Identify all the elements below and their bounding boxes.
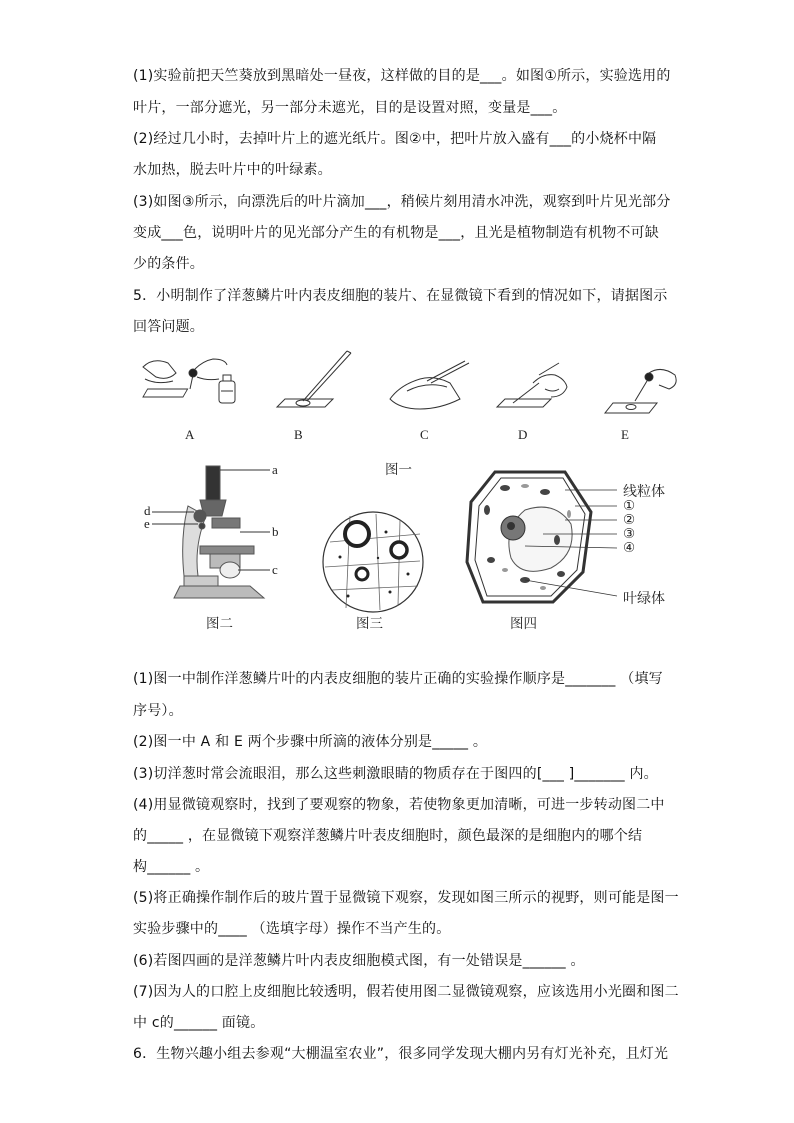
step-label-e: E <box>621 427 629 442</box>
microscope-label-d: d <box>144 503 151 518</box>
microscope-label-b: b <box>272 524 279 539</box>
q6-line1: 6．生物兴趣小组去参观“大棚温室农业”，很多同学发现大棚内另有灯光补充，且灯光 <box>133 1046 669 1062</box>
q5-intro-line1: 5．小明制作了洋葱鳞片叶内表皮细胞的装片、在显微镜下看到的情况如下，请据图示 <box>133 288 668 304</box>
q5-6: (6)若图四画的是洋葱鳞片叶内表皮细胞模式图，有一处错误是______ 。 <box>133 953 585 969</box>
q5-4-line1: (4)用显微镜观察时，找到了要观察的物象，若使物象更加清晰，可进一步转动图二中 <box>133 797 665 813</box>
q4-1-line2: 叶片，一部分遮光，另一部分未遮光，目的是设置对照，变量是___。 <box>133 100 567 116</box>
q5-5-line2: 实验步骤中的____ （选填字母）操作不当产生的。 <box>133 921 451 937</box>
q4-1-line1: (1)实验前把天竺葵放到黑暗处一昼夜，这样做的目的是___。如图①所示，实验选用的 <box>133 68 671 84</box>
label-mitochondria: 线粒体 <box>623 484 665 500</box>
step-label-a: A <box>185 427 195 442</box>
label-structure-2: ② <box>623 512 636 528</box>
step-label-c: C <box>420 427 429 442</box>
plant-cell-drawing <box>465 470 705 610</box>
q5-5-line1: (5)将正确操作制作后的玻片置于显微镜下观察，发现如图三所示的视野，则可能是图一 <box>133 890 679 906</box>
step-b-illustration <box>277 351 351 407</box>
q5-intro-line2: 回答问题。 <box>133 319 204 335</box>
step-e-illustration <box>605 369 676 413</box>
figure-3 <box>320 512 430 612</box>
label-structure-4: ④ <box>623 540 636 556</box>
figure-1 <box>135 345 695 455</box>
figure-4-caption: 图四 <box>510 616 537 632</box>
field-of-view-drawing <box>320 512 430 612</box>
microscope-label-a: a <box>272 462 278 477</box>
q4-3-line1: (3)如图③所示，向漂洗后的叶片滴加___，稍候片刻用清水冲洗，观察到叶片见光部分 <box>133 194 671 210</box>
figure-1-drawing <box>135 345 695 455</box>
q4-3-line3: 少的条件。 <box>133 256 204 272</box>
step-label-d: D <box>518 427 528 442</box>
step-a-illustration <box>143 359 235 403</box>
microscope-label-e: e <box>144 516 150 531</box>
figure-2-caption: 图二 <box>206 616 233 632</box>
figure-3-caption: 图三 <box>356 616 383 632</box>
q4-3-line2: 变成___色，说明叶片的见光部分产生的有机物是___，且光是植物制造有机物不可缺 <box>133 225 659 241</box>
label-structure-1: ① <box>623 498 636 514</box>
label-structure-3: ③ <box>623 526 636 542</box>
q4-2-line1: (2)经过几小时，去掉叶片上的遮光纸片。图②中，把叶片放入盛有___的小烧杯中隔 <box>133 131 657 147</box>
step-c-illustration <box>390 361 469 409</box>
step-d-illustration <box>497 363 567 407</box>
figure-2 <box>140 462 290 612</box>
figure-1-caption: 图一 <box>385 462 412 478</box>
microscope-label-c: c <box>272 562 278 577</box>
q5-2: (2)图一中 A 和 E 两个步骤中所滴的液体分别是_____ 。 <box>133 734 488 750</box>
q5-3: (3)切洋葱时常会流眼泪，那么这些刺激眼睛的物质存在于图四的[___ ]_______ 内。 <box>133 766 658 782</box>
figure-4 <box>465 470 705 610</box>
q5-1-line1: (1)图一中制作洋葱鳞片叶的内表皮细胞的装片正确的实验操作顺序是_______ （填写 <box>133 671 663 687</box>
step-label-b: B <box>294 427 303 442</box>
q5-7-line2: 中 c的______ 面镜。 <box>133 1015 265 1031</box>
q5-7-line1: (7)因为人的口腔上皮细胞比较透明，假若使用图二显微镜观察，应该选用小光圈和图二 <box>133 984 679 1000</box>
microscope-drawing <box>140 462 290 612</box>
label-chloroplast: 叶绿体 <box>623 591 665 607</box>
q5-4-line2: 的_____ ，在显微镜下观察洋葱鳞片叶表皮细胞时，颜色最深的是细胞内的哪个结 <box>133 828 643 844</box>
q5-1-line2: 序号）。 <box>133 703 183 719</box>
q4-2-line2: 水加热，脱去叶片中的叶绿素。 <box>133 162 332 178</box>
q5-4-line3: 构______ 。 <box>133 859 210 875</box>
